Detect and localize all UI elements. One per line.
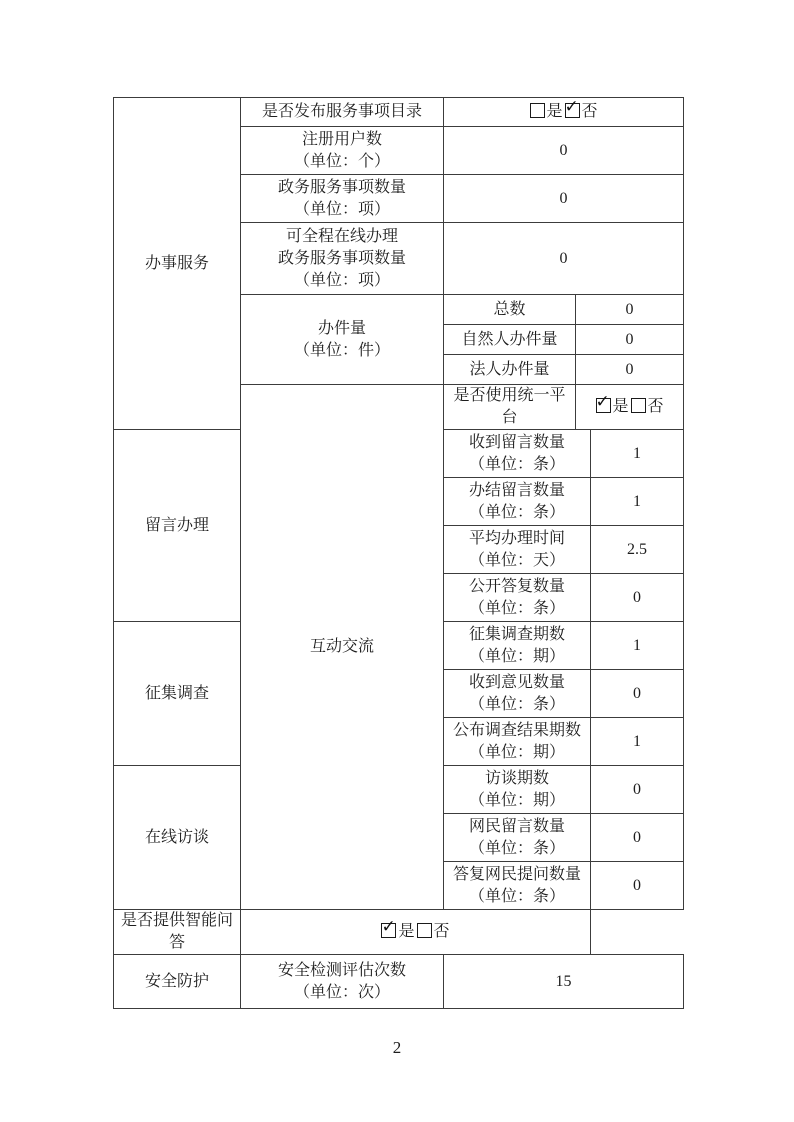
sub-value: 1 [591, 622, 684, 670]
sub-label [444, 478, 591, 526]
unified-platform-answer-cell [576, 385, 684, 430]
security-checks-value: 15 [444, 955, 684, 1009]
page-number: 2 [392, 1038, 402, 1057]
row-label-security-checks [241, 955, 444, 1009]
cases-total-value: 0 [576, 295, 684, 325]
yes-label: 是 [546, 103, 563, 120]
row-label-survey: 征集调查 [114, 622, 241, 766]
label-unit: （单位：条） [468, 887, 565, 905]
label-line: 平均办理时间 [468, 529, 565, 547]
cases-legal-value: 0 [576, 355, 684, 385]
sub-value: 0 [591, 670, 684, 718]
label-line: 可全程在线办理 [285, 227, 398, 245]
sub-label [444, 526, 591, 574]
label-unit: （单位：项） [293, 200, 390, 218]
label-line: 安全检测评估次数 [277, 961, 406, 979]
sub-value: 1 [591, 718, 684, 766]
registered-users-value: 0 [444, 127, 684, 175]
cases-natural-value: 0 [576, 325, 684, 355]
label-unit: （单位：期） [468, 791, 565, 809]
check-icon: ✓ [564, 97, 579, 117]
label-line: 办结留言数量 [468, 481, 565, 499]
report-table [113, 97, 684, 1009]
sub-value: 0 [591, 574, 684, 622]
checkbox-yes-icon [595, 392, 611, 413]
row-label-catalog: 是否发布服务事项目录 [241, 98, 444, 127]
check-icon: ✓ [381, 917, 396, 937]
label-line: 注册用户数 [301, 130, 382, 148]
sub-label [444, 718, 591, 766]
sub-value: 1 [591, 430, 684, 478]
sub-label [444, 430, 591, 478]
row-label-smart-qa: 是否提供智能问答 [114, 910, 241, 955]
checkbox-no-icon [631, 398, 646, 413]
yes-label: 是 [612, 398, 629, 415]
catalog-answer-cell [444, 98, 684, 127]
checkbox-yes-icon [530, 103, 545, 118]
row-label-cases [241, 295, 444, 385]
service-items-value: 0 [444, 175, 684, 223]
no-label: 否 [647, 398, 664, 415]
sub-value: 0 [591, 862, 684, 910]
check-icon: ✓ [595, 392, 610, 412]
row-label-unified-platform: 是否使用统一平台 [444, 385, 576, 430]
section-category-banshi: 办事服务 [114, 98, 241, 430]
yes-label: 是 [398, 923, 415, 940]
cases-sub-label-total: 总数 [444, 295, 576, 325]
label-unit: （单位：条） [468, 839, 565, 857]
label-unit: （单位：条） [468, 455, 565, 473]
label-line: 公布调查结果期数 [452, 721, 581, 739]
row-label-message-handling: 留言办理 [114, 430, 241, 622]
section-category-anquan: 安全防护 [114, 955, 241, 1009]
smart-qa-answer-cell [241, 910, 591, 955]
row-label-online-items [241, 223, 444, 295]
cases-sub-label-legal: 法人办件量 [444, 355, 576, 385]
no-label: 否 [581, 103, 598, 120]
label-unit: （单位：条） [468, 695, 565, 713]
label-unit: （单位：件） [293, 341, 390, 359]
sub-label [444, 862, 591, 910]
sub-label [444, 574, 591, 622]
label-unit: （单位：次） [293, 983, 390, 1001]
label-unit: （单位：个） [293, 152, 390, 170]
label-line: 网民留言数量 [468, 817, 565, 835]
label-line: 答复网民提问数量 [452, 865, 581, 883]
row-label-interview: 在线访谈 [114, 766, 241, 910]
label-line: 政务服务事项数量 [277, 249, 406, 267]
label-unit: （单位：项） [293, 271, 390, 289]
label-line: 收到意见数量 [468, 673, 565, 691]
online-items-value: 0 [444, 223, 684, 295]
label-unit: （单位：条） [468, 599, 565, 617]
section-category-hudong: 互动交流 [241, 385, 444, 910]
label-unit: （单位：期） [468, 743, 565, 761]
label-line: 收到留言数量 [468, 433, 565, 451]
sub-value: 0 [591, 766, 684, 814]
no-label: 否 [433, 923, 450, 940]
row-label-registered-users [241, 127, 444, 175]
sub-value: 2.5 [591, 526, 684, 574]
label-line: 访谈期数 [484, 769, 549, 787]
label-line: 政务服务事项数量 [277, 178, 406, 196]
cases-sub-label-natural: 自然人办件量 [444, 325, 576, 355]
sub-label [444, 622, 591, 670]
label-line: 征集调查期数 [468, 625, 565, 643]
sub-value: 1 [591, 478, 684, 526]
label-unit: （单位：条） [468, 503, 565, 521]
sub-value: 0 [591, 814, 684, 862]
sub-label [444, 766, 591, 814]
label-unit: （单位：期） [468, 647, 565, 665]
label-unit: （单位：天） [468, 551, 565, 569]
checkbox-no-icon [564, 97, 580, 118]
checkbox-yes-icon [381, 917, 396, 938]
checkbox-no-icon [417, 923, 432, 938]
sub-label [444, 670, 591, 718]
sub-label [444, 814, 591, 862]
label-line: 公开答复数量 [468, 577, 565, 595]
label-line: 办件量 [317, 319, 366, 337]
row-label-service-items [241, 175, 444, 223]
